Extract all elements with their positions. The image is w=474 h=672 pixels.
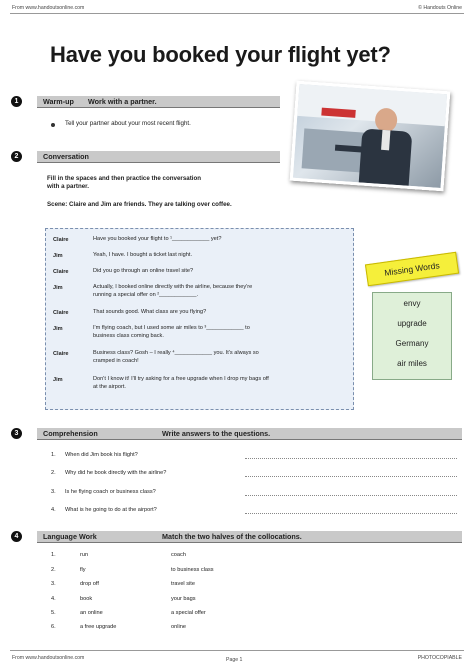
bullet-dot	[51, 123, 55, 127]
footer-page: Page 1	[226, 657, 243, 663]
dialogue-line: I'm flying coach, but I used some air miles to ³____________ to	[93, 325, 250, 331]
conversation-intro-2: with a partner.	[47, 183, 89, 190]
collocation-right[interactable]: your bags	[171, 596, 196, 602]
section-4-instruction: Match the two halves of the collocations.	[162, 532, 302, 541]
collocation-left[interactable]: drop off	[80, 581, 99, 587]
header-source: From www.handoutsonline.com	[12, 5, 85, 11]
word-bank-item: envy	[403, 299, 421, 308]
collocation-number: 5.	[51, 610, 56, 616]
dialogue-box	[45, 228, 354, 410]
section-3-label: Comprehension	[43, 429, 98, 438]
dialogue-speaker: Claire	[53, 269, 69, 275]
dialogue-speaker: Jim	[53, 253, 63, 259]
question-number: 2.	[51, 470, 56, 476]
question-text: What is he going to do at the airport?	[65, 507, 157, 513]
footer-rule	[10, 650, 464, 651]
footer-source: From www.handoutsonline.com	[12, 655, 85, 661]
section-1-number: 1	[11, 96, 22, 107]
dialogue-speaker: Jim	[53, 326, 63, 332]
collocation-left[interactable]: book	[80, 596, 93, 602]
section-2-number: 2	[11, 151, 22, 162]
dialogue-line: That sounds good. What class are you flying?	[93, 309, 207, 315]
dialogue-speaker: Jim	[53, 285, 63, 291]
word-bank-item: upgrade	[397, 319, 427, 328]
collocation-right[interactable]: online	[171, 624, 186, 630]
section-1-label: Warm-up	[43, 97, 74, 106]
dialogue-line: Business class? Gosh – I really ⁴____________ you. It's always so	[93, 350, 259, 356]
dialogue-speaker: Claire	[53, 310, 69, 316]
section-3-number: 3	[11, 428, 22, 439]
section-2-bar	[37, 151, 280, 163]
section-4-bar	[37, 531, 462, 543]
answer-line[interactable]	[245, 507, 457, 514]
section-3-bar	[37, 428, 462, 440]
dialogue-line: running a special offer on ²____________.	[93, 292, 199, 298]
section-4-label: Language Work	[43, 532, 97, 541]
missing-words-title: Missing Words	[383, 260, 441, 278]
header-rule	[10, 13, 464, 14]
collocation-left[interactable]: a free upgrade	[80, 624, 117, 630]
question-text: Why did he book directly with the airline?	[65, 470, 167, 476]
dialogue-line: at the airport.	[93, 384, 126, 390]
section-4-number: 4	[11, 531, 22, 542]
header-copyright: © Handouts Online	[418, 5, 462, 11]
collocation-right[interactable]: to business class	[171, 567, 214, 573]
worksheet-title-wrap	[50, 42, 440, 68]
section-1-bar	[37, 96, 280, 108]
collocation-number: 3.	[51, 581, 56, 587]
warmup-bullet: Tell your partner about your most recent flight.	[65, 120, 191, 127]
collocation-right[interactable]: travel site	[171, 581, 195, 587]
collocation-number: 1.	[51, 552, 56, 558]
collocation-number: 6.	[51, 624, 56, 630]
question-text: Is he flying coach or business class?	[65, 489, 156, 495]
section-3-instruction: Write answers to the questions.	[162, 429, 271, 438]
answer-line[interactable]	[245, 489, 457, 496]
dialogue-line: business class coming back.	[93, 333, 164, 339]
section-2-label: Conversation	[43, 152, 89, 161]
collocation-number: 2.	[51, 567, 56, 573]
collocation-left[interactable]: fly	[80, 567, 86, 573]
answer-line[interactable]	[245, 452, 457, 459]
page-title: Have you booked your flight yet?	[50, 42, 391, 67]
collocation-right[interactable]: a special offer	[171, 610, 206, 616]
answer-line[interactable]	[245, 470, 457, 477]
question-number: 1.	[51, 452, 56, 458]
dialogue-line: Have you booked your flight to ¹____________ yet?	[93, 236, 222, 242]
conversation-intro-1: Fill in the spaces and then practice the conversation	[47, 175, 202, 182]
dialogue-line: cramped in coach!	[93, 358, 139, 364]
collocation-left[interactable]: run	[80, 552, 89, 558]
collocation-number: 4.	[51, 596, 56, 602]
dialogue-speaker: Claire	[53, 237, 69, 243]
footer-photocopiable: PHOTOCOPIABLE	[417, 655, 462, 661]
missing-words-note	[365, 252, 459, 287]
question-text: When did Jim book his flight?	[65, 452, 138, 458]
word-bank-item: air miles	[397, 359, 427, 368]
dialogue-speaker: Jim	[53, 377, 63, 383]
dialogue-line: Yeah, I have. I bought a ticket last night.	[93, 252, 192, 258]
collocation-right[interactable]: coach	[171, 552, 186, 558]
word-bank	[372, 292, 452, 380]
dialogue-speaker: Claire	[53, 351, 69, 357]
dialogue-line: Did you go through an online travel site?	[93, 268, 194, 274]
conversation-scene: Scene: Claire and Jim are friends. They are talking over coffee.	[47, 201, 232, 208]
airport-photo	[290, 81, 451, 191]
dialogue-line: Don't I know it! I'll try asking for a free upgrade when I drop my bags off	[93, 376, 269, 382]
word-bank-item: Germany	[395, 339, 429, 348]
question-number: 3.	[51, 489, 56, 495]
question-number: 4.	[51, 507, 56, 513]
section-1-instruction: Work with a partner.	[88, 97, 157, 106]
dialogue-line: Actually, I booked online directly with the airline, because they're	[93, 284, 253, 290]
collocation-left[interactable]: an online	[80, 610, 103, 616]
